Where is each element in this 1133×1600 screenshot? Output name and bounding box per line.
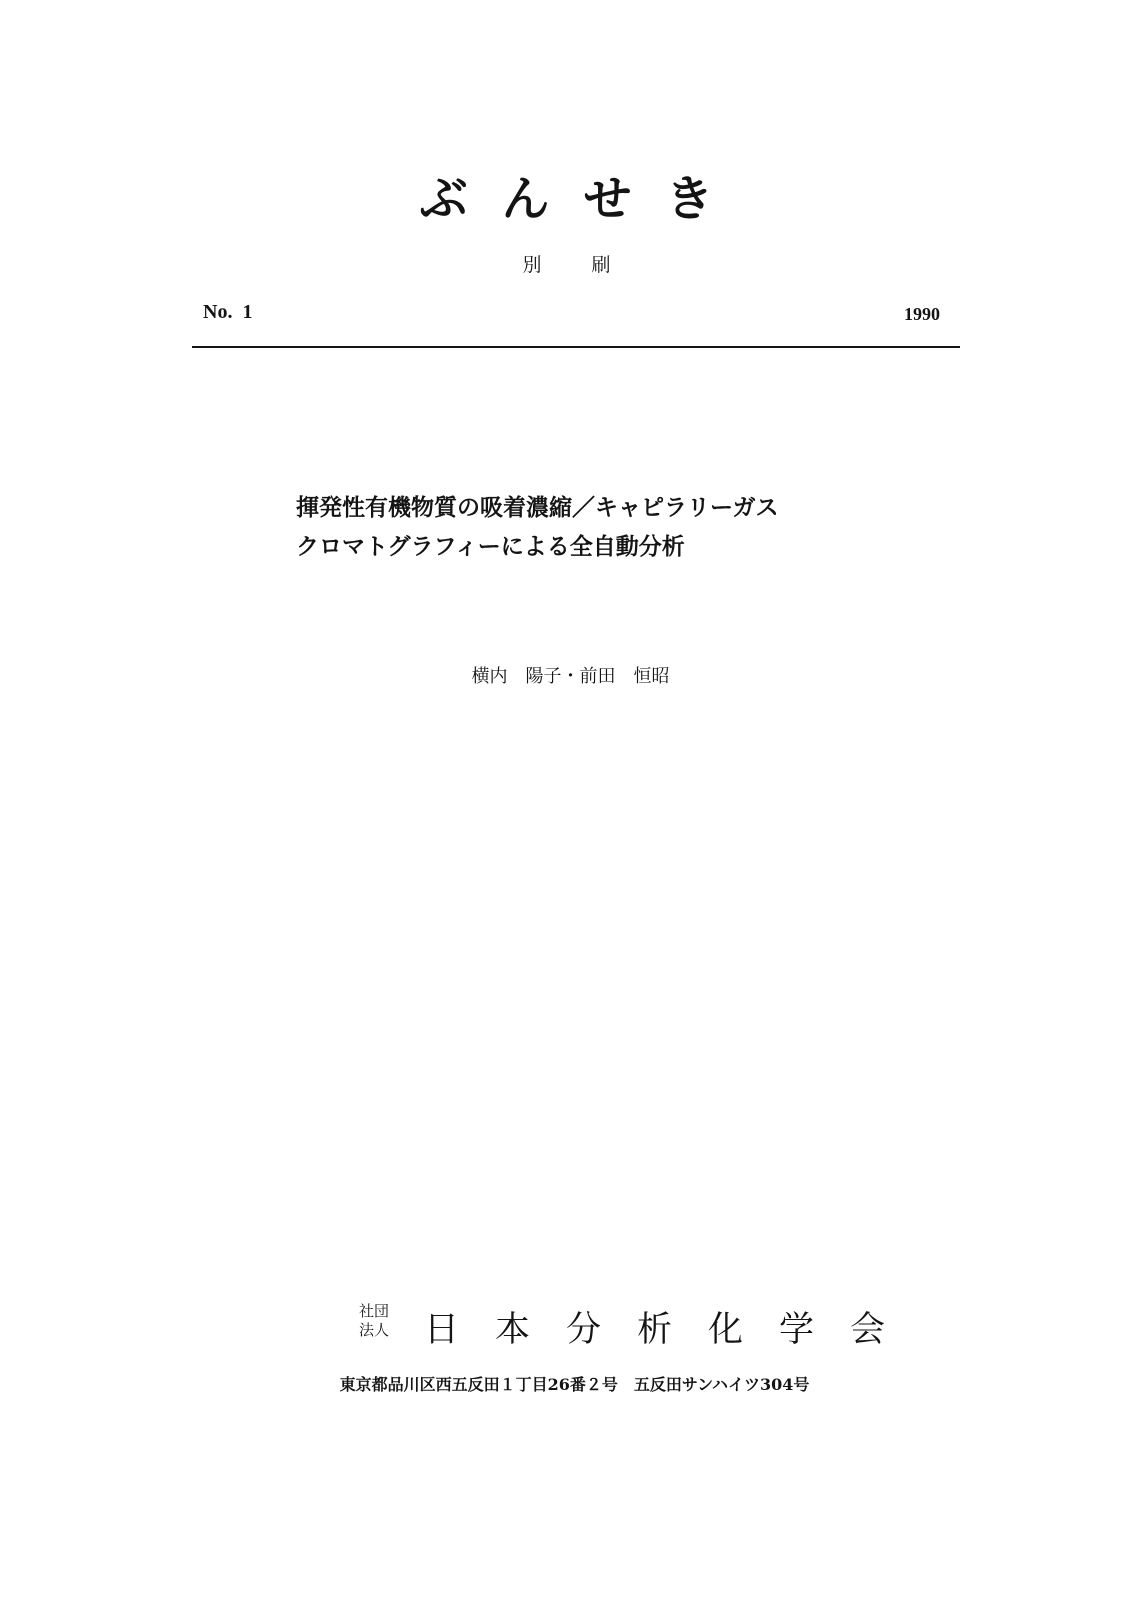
publisher-address: 東京都品川区西五反田１丁目26番２号 五反田サンハイツ304号	[339, 1375, 810, 1394]
article-title	[296, 489, 856, 567]
header-divider	[192, 346, 960, 348]
publisher-name: 日本分析化学会	[424, 1310, 922, 1350]
article-title-line-2: クロマトグラフィーによる全自動分析	[296, 534, 685, 560]
article-authors: 横内 陽子・前田 恒昭	[471, 666, 670, 687]
reprint-label: 別刷	[522, 254, 661, 276]
article-title-line-1: 揮発性有機物質の吸着濃縮／キャピラリーガス	[296, 495, 779, 521]
issue-number: No. 1	[203, 301, 253, 323]
publisher-type	[359, 1302, 399, 1340]
issue-year: 1990	[904, 304, 940, 324]
journal-title: ぶんせき	[419, 171, 748, 227]
publisher-type-line-2: 法人	[359, 1321, 390, 1339]
publisher-type-line-1: 社団	[359, 1302, 390, 1320]
